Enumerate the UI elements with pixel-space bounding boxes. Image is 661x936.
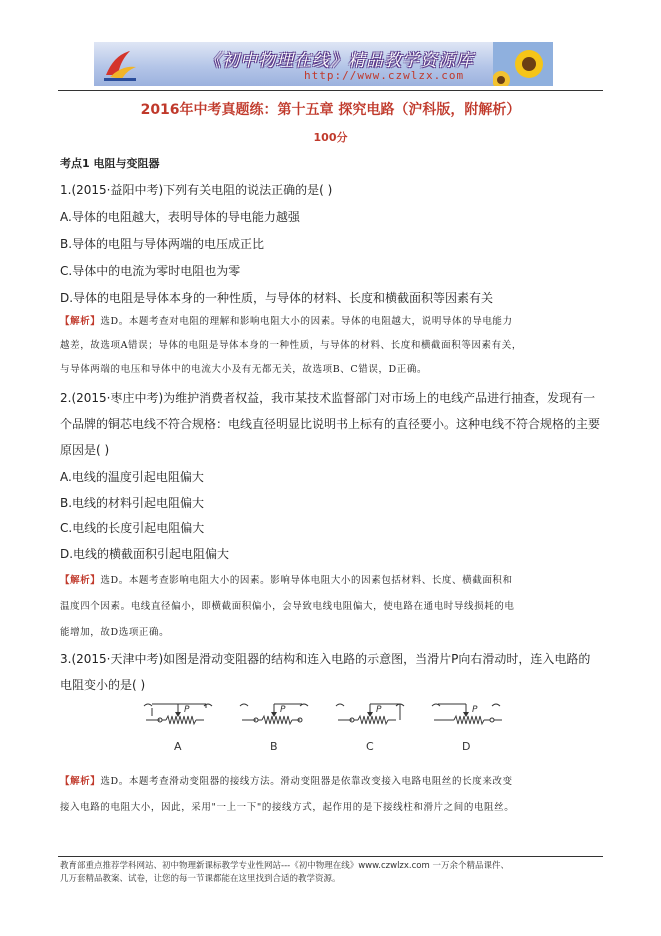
header-rule [58,90,603,91]
q3-stem-line1: 3.(2015·天津中考)如图是滑动变阻器的结构和连入电路的示意图，当滑片P向右滑动时，连入电路的 [60,652,591,666]
q2-option-b: B.电线的材料引起电阻偏大 [60,496,205,510]
q1-explain-line3: 与导体两端的电压和导体中的电流大小及有无都无关，故选项B、C错误，D正确。 [60,364,428,375]
sunflower-icon [493,42,553,86]
explain-tag: 【解析】 [60,316,101,327]
q3-explain-line2: 接入电路的电阻大小，因此，采用"一上一下"的接线方式，起作用的是下接线柱和滑片之间的电阻丝。 [60,802,515,813]
rheostat-figure [140,698,520,760]
q2-explain-line1: 【解析】选D。本题考查影响电阻大小的因素。影响导体电阻大小的因素包括材料、长度、横截面积和 [60,575,513,586]
q2-stem-line3: 原因是( ) [60,443,110,457]
q2-stem-line2: 个品牌的铜芯电线不符合规格：电线直径明显比说明书上标有的直径要小。这种电线不符合规格的主要 [60,417,601,431]
slider-label: P [472,705,478,715]
q1-option-c: C.导体中的电流为零时电阻也为零 [60,264,241,278]
score-label: 100分 [313,131,348,144]
q1-option-a: A.导体的电阻越大，表明导体的导电能力越强 [60,210,300,224]
q1-option-b: B.导体的电阻与导体两端的电压成正比 [60,237,265,251]
q3-stem-line2: 电阻变小的是( ) [60,678,146,692]
footer-line2: 几万套精品教案、试卷，让您的每一节课都能在这里找到合适的教学资源。 [60,874,341,884]
site-banner [94,42,553,86]
explain-tag: 【解析】 [60,776,101,787]
q1-stem: 1.(2015·益阳中考)下列有关电阻的说法正确的是( ) [60,183,333,197]
footer-rule [58,856,603,857]
slider-label: P [376,705,382,715]
figure-label-d: D [462,740,471,753]
q3-explain-line1: 【解析】选D。本题考查滑动变阻器的接线方法。滑动变阻器是依靠改变接入电路电阻丝的长度来改变 [60,776,513,787]
figure-d [432,704,502,753]
explain-tag: 【解析】 [60,575,101,586]
q2-explain-line3: 能增加，故D选项正确。 [60,627,170,638]
slider-label: P [184,705,190,715]
figure-label-b: B [270,740,278,753]
site-logo-icon [100,45,140,83]
q1-option-d: D.导体的电阻是导体本身的一种性质，与导体的材料、长度和横截面积等因素有关 [60,291,494,305]
slider-label: P [280,705,286,715]
footer-text [60,860,605,886]
section-heading: 考点1 电阻与变阻器 [60,157,160,170]
q1-explain-line2: 越差，故选项A错误；导体的电阻是导体本身的一种性质，与导体的材料、长度和横截面积等因素有关， [60,340,522,351]
document-title: 2016年中考真题练：第十五章 探究电路（沪科版，附解析） [140,102,521,118]
q2-option-d: D.电线的横截面积引起电阻偏大 [60,547,230,561]
figure-label-c: C [366,740,374,753]
figure-b [240,704,308,753]
q2-stem-line1: 2.(2015·枣庄中考)为维护消费者权益，我市某技术监督部门对市场上的电线产品进行抽查，发现有一 [60,391,596,405]
q2-option-a: A.电线的温度引起电阻偏大 [60,470,204,484]
banner-title: 《初中物理在线》精品教学资源库 [204,51,474,71]
footer-line1: 教育部重点推荐学科网站、初中物理新课标教学专业性网站---《初中物理在线》www.czwlzx.com 一万余个精品课件、 [60,861,509,871]
figure-a [144,704,212,753]
figure-label-a: A [174,740,182,753]
q1-explain-line1: 【解析】选D。本题考查对电阻的理解和影响电阻大小的因素。导体的电阻越大，说明导体的导电能力 [60,316,513,327]
q2-option-c: C.电线的长度引起电阻偏大 [60,521,205,535]
q2-explain-line2: 温度四个因素。电线直径偏小，即横截面积偏小，会导致电线电阻偏大，使电路在通电时导线损耗的电 [60,601,515,612]
figure-c [336,704,404,753]
banner-url: http://www.czwlzx.com [304,69,465,82]
